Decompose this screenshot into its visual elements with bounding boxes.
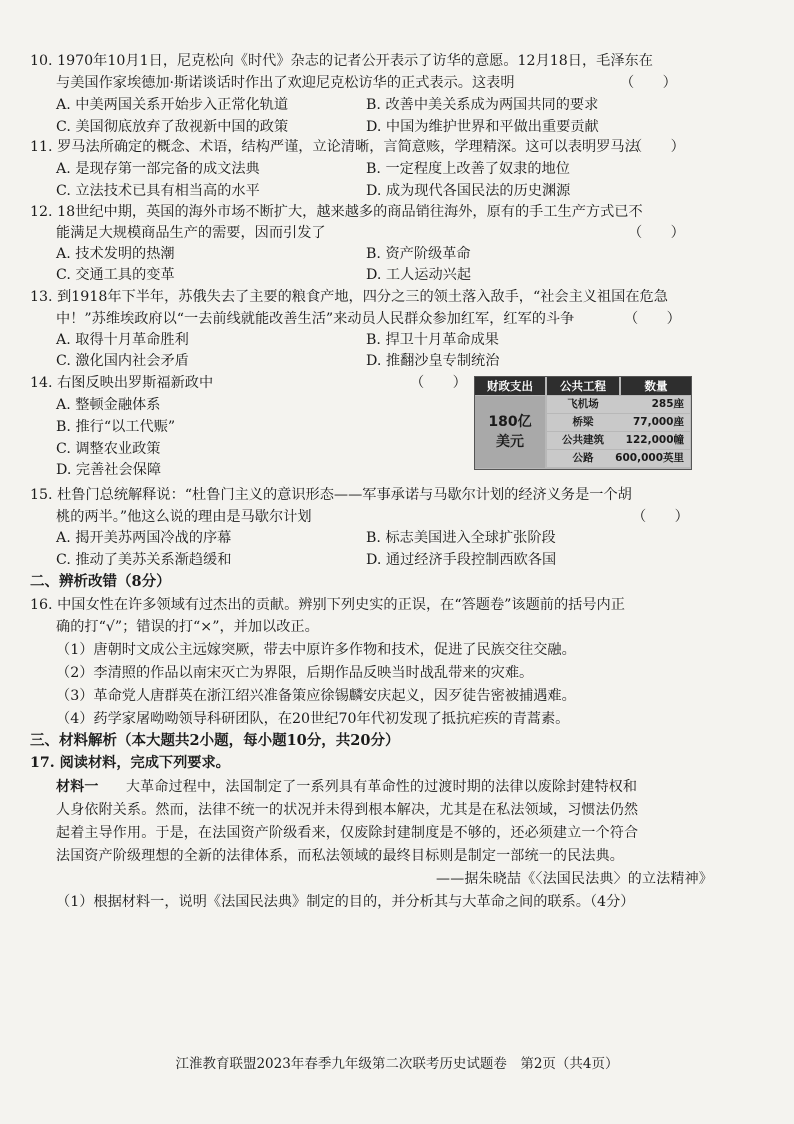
q14-line-1: 14. 右图反映出罗斯福新政中	[30, 375, 214, 391]
table-row	[547, 450, 690, 467]
q10-line-1: 10. 1970年10月1日，尼克松向《时代》杂志的记者公开表示了访华的意愿。12月18日，毛泽东在	[30, 53, 653, 69]
section-3-title: 三、材料解析（本大题共2小题，每小题10分，共20分）	[30, 732, 400, 749]
q16-item-2: （2）李清照的作品以南宋灭亡为界限，后期作品反映当时战乱带来的灾难。	[56, 665, 534, 681]
q11-answer-paren: （ ）	[628, 139, 685, 155]
table-row-qty: 285座	[651, 398, 684, 410]
q16-item-1: （1）唐朝时文成公主远嫁突厥，带去中原许多作物和技术，促进了民族交往交融。	[56, 642, 576, 658]
q10-option-c: C. 美国彻底放弃了敌视新中国的政策	[56, 119, 289, 135]
q13-option-a: A. 取得十月革命胜利	[56, 332, 189, 348]
q15-option-a: A. 揭开美苏两国冷战的序幕	[56, 530, 232, 546]
q13-answer-paren: （ ）	[624, 311, 681, 327]
q11-line-1: 11. 罗马法所确定的概念、术语，结构严谨，立论清晰，言简意赅，学理精深。这可以表明罗马法	[30, 139, 639, 155]
table-row-item: 桥梁	[572, 416, 594, 428]
table-row-item: 公路	[572, 452, 594, 464]
material-line-3: 起着主导作用。于是，在法国资产阶级看来，仅废除封建制度是不够的，还必须建立一个符合	[56, 825, 639, 841]
q11-option-d: D. 成为现代各国民法的历史渊源	[366, 183, 571, 199]
page-footer: 江淮教育联盟2023年春季九年级第二次联考历史试题卷 第2页（共4页）	[175, 1056, 619, 1072]
material-line-1: 大革命过程中，法国制定了一系列具有革命性的过渡时期的法律以废除封建特权和	[126, 779, 638, 795]
table-row-qty: 77,000座	[632, 416, 684, 428]
q16-line-2: 确的打“√”；错误的打“×”，并加以改正。	[56, 619, 319, 635]
q10-option-b: B. 改善中美关系成为两国共同的要求	[366, 97, 599, 113]
q14-answer-paren: （ ）	[410, 375, 467, 391]
q12-option-a: A. 技术发明的热潮	[56, 246, 175, 262]
material-label: 材料一	[56, 779, 99, 795]
table-row-qty: 600,000英里	[615, 452, 684, 464]
q12-answer-paren: （ ）	[628, 225, 685, 241]
q15-option-d: D. 通过经济手段控制西欧各国	[366, 552, 557, 568]
section-2-title: 二、辨析改错（8分）	[30, 573, 171, 590]
q13-option-c: C. 激化国内社会矛盾	[56, 353, 189, 369]
q11-option-a: A. 是现存第一部完备的成文法典	[56, 161, 260, 177]
q13-line-1: 13. 到1918年下半年，苏俄失去了主要的粮食产地，四分之三的领土落入敌手，“社会主义祖国在危急	[30, 289, 668, 305]
table-amount-line-2: 美元	[496, 434, 524, 450]
table-row	[547, 396, 690, 413]
q14-option-d: D. 完善社会保障	[56, 462, 162, 478]
new-deal-fiscal-table	[474, 376, 692, 470]
q13-line-2: 中！”苏维埃政府以“一去前线就能改善生活”来动员人民群众参加红军，红军的斗争	[56, 311, 575, 327]
q10-answer-paren: （ ）	[620, 75, 677, 91]
q12-line-2: 能满足大规模商品生产的需要，因而引发了	[56, 225, 326, 241]
q12-option-c: C. 交通工具的变革	[56, 267, 175, 283]
q14-option-b: B. 推行“以工代赈”	[56, 419, 176, 435]
table-amount-line-1: 180亿	[488, 414, 532, 430]
table-header-fiscal: 财政支出	[475, 377, 545, 395]
q14-option-a: A. 整顿金融体系	[56, 397, 161, 413]
material-source: ——据朱晓喆《〈法国民法典〉的立法精神》	[436, 871, 713, 887]
q17-question-1: （1）根据材料一，说明《法国民法典》制定的目的，并分析其与大革命之间的联系。（4分）	[56, 894, 635, 910]
table-amount-cell	[475, 396, 545, 468]
q10-option-d: D. 中国为维护世界和平做出重要贡献	[366, 119, 599, 135]
q13-option-b: B. 捍卫十月革命成果	[366, 332, 499, 348]
q12-option-d: D. 工人运动兴起	[366, 267, 472, 283]
table-row-qty: 122,000幢	[625, 434, 684, 446]
q12-line-1: 12. 18世纪中期，英国的海外市场不断扩大，越来越多的商品销往海外，原有的手工生产方式已不	[30, 204, 643, 220]
table-row-item: 飞机场	[567, 398, 599, 410]
q11-option-c: C. 立法技术已具有相当高的水平	[56, 183, 260, 199]
q12-option-b: B. 资产阶级革命	[366, 246, 471, 262]
q14-option-c: C. 调整农业政策	[56, 441, 161, 457]
q15-option-b: B. 标志美国进入全球扩张阶段	[366, 530, 556, 546]
q10-option-a: A. 中美两国关系开始步入正常化轨道	[56, 97, 289, 113]
q16-line-1: 16. 中国女性在许多领域有过杰出的贡献。辨别下列史实的正误，在“答题卷”该题前的括号内正	[30, 597, 625, 613]
material-line-4: 法国资产阶级理想的全新的法律体系，而私法领域的最终目标则是制定一部统一的民法典。	[56, 848, 624, 864]
table-header-public-works: 公共工程	[547, 377, 619, 395]
table-row-item: 公共建筑	[562, 434, 604, 446]
q15-option-c: C. 推动了美苏关系渐趋缓和	[56, 552, 232, 568]
table-row	[547, 432, 690, 449]
q16-item-3: （3）革命党人唐群英在浙江绍兴准备策应徐锡麟安庆起义，因歹徒告密被捕遇难。	[56, 688, 576, 704]
table-row	[547, 414, 690, 431]
q15-answer-paren: （ ）	[632, 509, 689, 525]
q11-option-b: B. 一定程度上改善了奴隶的地位	[366, 161, 570, 177]
q17-prompt: 17. 阅读材料，完成下列要求。	[30, 755, 230, 771]
q10-line-2: 与美国作家埃德加·斯诺谈话时作出了欢迎尼克松访华的正式表示。这表明	[56, 75, 515, 91]
table-header-quantity: 数量	[621, 377, 691, 395]
q15-line-1: 15. 杜鲁门总统解释说：“杜鲁门主义的意识形态——军事承诺与马歇尔计划的经济义务是一个胡	[30, 487, 632, 503]
material-line-2: 人身依附关系。然而，法律不统一的状况并未得到根本解决，尤其是在私法领域，习惯法仍然	[56, 802, 639, 818]
q16-item-4: （4）药学家屠呦呦领导科研团队，在20世纪70年代初发现了抵抗疟疾的青蒿素。	[56, 711, 570, 727]
q15-line-2: 桃的两半。”他这么说的理由是马歇尔计划	[56, 509, 312, 525]
q13-option-d: D. 推翻沙皇专制统治	[366, 353, 500, 369]
